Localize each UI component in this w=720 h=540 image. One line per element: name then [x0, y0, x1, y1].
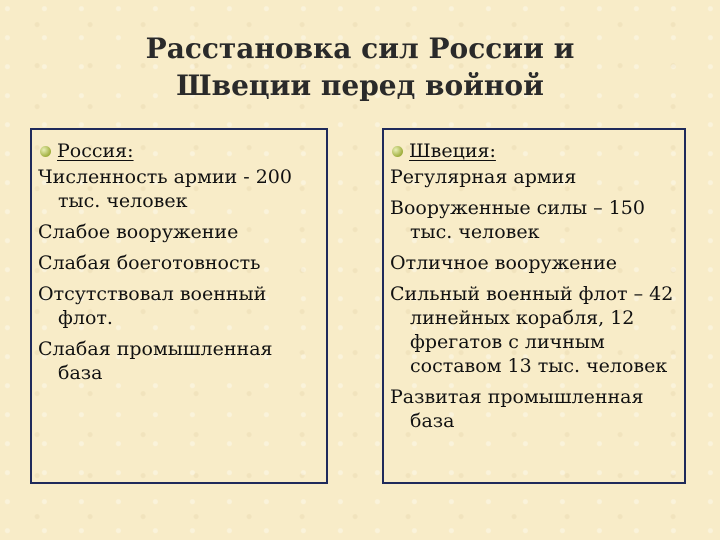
russia-heading [38, 138, 318, 164]
russia-item-weapons: Слабое вооружение [38, 221, 239, 243]
slide-title-line-2: Швеции перед войной [176, 69, 544, 102]
slide-title-line-1: Расстановка сил России и [145, 32, 575, 65]
bullet-icon [40, 146, 51, 157]
sweden-item-regular-army: Регулярная армия [390, 166, 577, 188]
bullet-icon [392, 146, 403, 157]
russia-panel [30, 128, 328, 484]
russia-item-fleet: Отсутствовал военный флот. [38, 283, 267, 329]
sweden-panel [382, 128, 686, 484]
russia-item-army-size: Численность армии - 200 тыс. человек [38, 166, 292, 212]
sweden-heading-label: Швеция: [409, 140, 496, 162]
sweden-item-armed-forces: Вооруженные силы – 150 тыс. человек [390, 197, 645, 243]
sweden-heading [390, 138, 676, 164]
russia-heading-label: Россия: [57, 140, 134, 162]
russia-item-readiness: Слабая боеготовность [38, 252, 261, 274]
sweden-item-fleet: Сильный военный флот – 42 линейных корабля, 12 фрегатов с личным составом 13 тыс. человек [390, 283, 674, 377]
russia-item-industry: Слабая промышленная база [38, 338, 273, 384]
slide-title [60, 30, 660, 104]
sweden-item-weapons: Отличное вооружение [390, 252, 617, 274]
sweden-item-industry: Развитая промышленная база [390, 386, 644, 432]
